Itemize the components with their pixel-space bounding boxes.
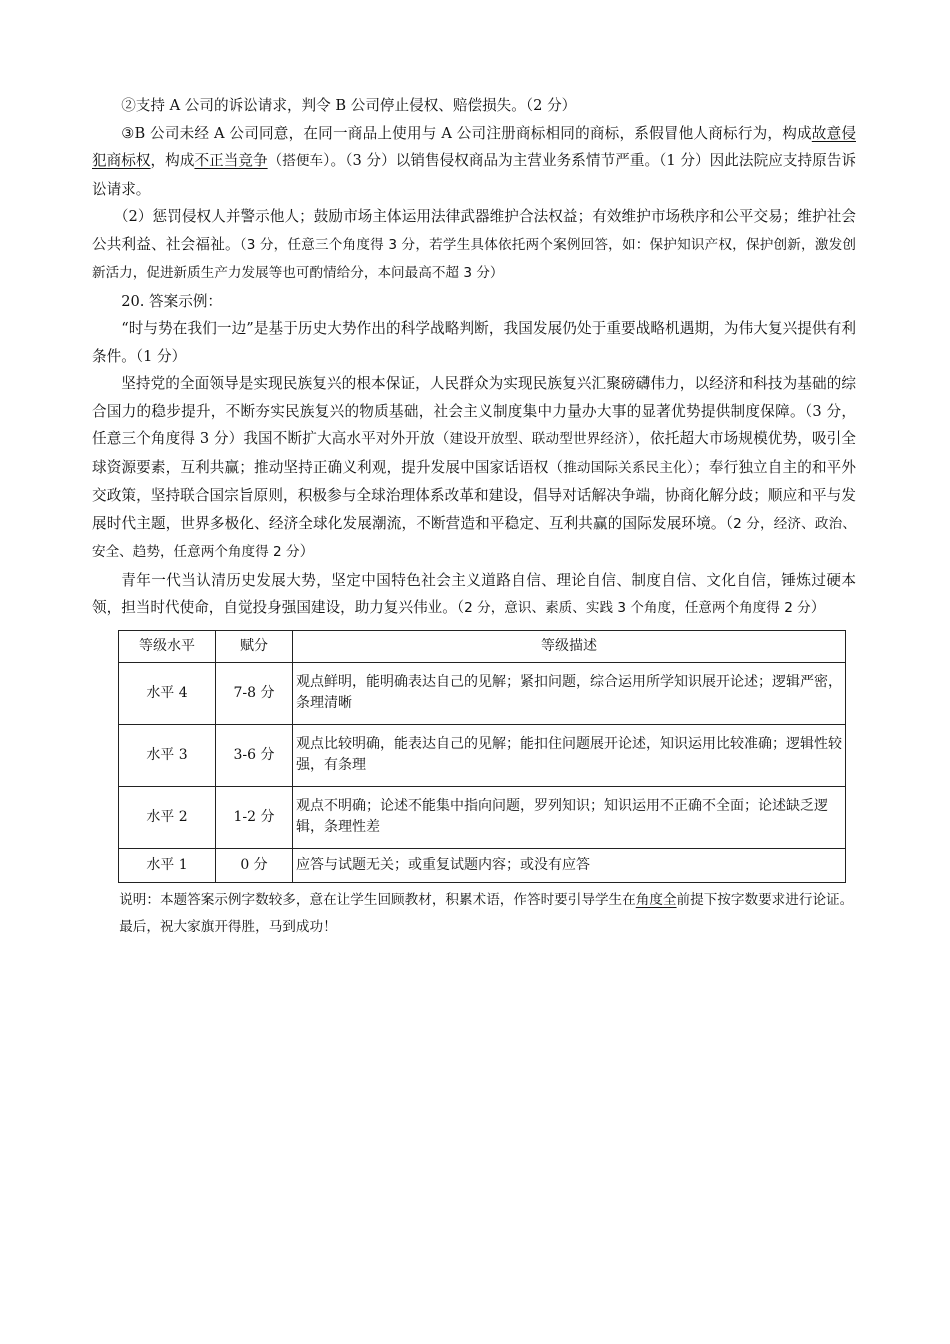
closing-wish: 最后，祝大家旗开得胜，马到成功！: [119, 919, 337, 935]
description-cell: 应答与试题无关；或重复试题内容；或没有应答: [293, 848, 846, 882]
description-cell: 观点不明确；论述不能集中指向问题，罗列知识；知识运用不正确不全面；论述缺乏逻辑，条理性差: [293, 786, 846, 848]
table-row: [119, 848, 846, 882]
q20-note: 说明：本题答案示例字数较多，意在让学生回顾教材，积累术语，作答时要引导学生在角度全前提下按字数要求进行论证。: [119, 891, 854, 908]
q20-heading: 20. 答案示例：: [121, 292, 223, 310]
q20-para1: “时与势在我们一边”是基于历史大势作出的科学战略判断，我国发展仍处于重要战略机遇期，为伟大复兴提供有利条件。（1 分）: [92, 320, 856, 365]
description-cell: 观点鲜明，能明确表达自己的见解；紧扣问题，综合运用所学知识展开论述；逻辑严密，条理清晰: [293, 662, 846, 724]
underlined-term-unfair-competition: 不正当竞争: [194, 152, 268, 169]
grading-table: [118, 630, 846, 883]
q20-para3: 青年一代当认清历史发展大势，坚定中国特色社会主义道路自信、理论自信、制度自信、文化自信，锤炼过硬本领，担当时代使命，自觉投身强国建设，助力复兴伟业。（2 分，意识、素质、实践 3 个角度，任意两个角度得 2 分）: [92, 571, 856, 616]
score-cell: 1-2 分: [216, 786, 293, 848]
score-cell: 3-6 分: [216, 724, 293, 786]
level-cell: 水平 2: [119, 786, 216, 848]
level-cell: 水平 4: [119, 662, 216, 724]
table-row: [119, 786, 846, 848]
underlined-term-intentional: 故意侵犯: [92, 124, 856, 169]
q19-part1-item3: ③B 公司未经 A 公司同意，在同一商品上使用与 A 公司注册商标相同的商标，系假冒他人商标行为，构成故意侵犯商标权，构成不正当竞争（搭便车）。（3 分）以销售侵权商品为主营业务系情节严重。（1 分）因此法院应支持原告诉讼请求。: [92, 124, 856, 198]
grading-table-header: [119, 630, 846, 662]
header-score: 赋分: [216, 630, 293, 662]
scoring-note: （3 分，任意三个角度得 3 分，若学生具体依托两个案例回答，如：保护知识产权，保护创新，激发创新活力，促进新质生产力发展等也可酌情给分，本问最高不超 3 分）: [92, 236, 856, 281]
table-row: [119, 724, 846, 786]
answer-key-page: [92, 92, 856, 942]
underlined-term-trademark-right: 商标权: [106, 152, 151, 169]
header-description: 等级描述: [293, 630, 846, 662]
q19-part1-item2: ②支持 A 公司的诉讼请求，判令 B 公司停止侵权、赔偿损失。（2 分）: [121, 97, 577, 114]
level-cell: 水平 3: [119, 724, 216, 786]
score-cell: 0 分: [216, 848, 293, 882]
header-level: 等级水平: [119, 630, 216, 662]
q20-para2: 坚持党的全面领导是实现民族复兴的根本保证，人民群众为实现民族复兴汇聚磅礴伟力，以经济和科技为基础的综合国力的稳步提升，不断夯实民族复兴的物质基础，社会主义制度集中力量办大事的显著优势提供制度保障。（3 分，任意三个角度得 3 分）我国不断扩大高水平对外开放（建设开放型、联动型世界经济），依托超大市场规模优势，吸引全球资源要素，互利共赢；推动坚持正确义利观，提升发展中国家话语权（推动国际关系民主化）；奉行独立自主的和平外交政策，坚持联合国宗旨原则，积极参与全球治理体系改革和建设，倡导对话解决争端，协商化解分歧；顺应和平与发展时代主题，世界多极化、经济全球化发展潮流，不断营造和平稳定、互利共赢的国际发展环境。（2 分，经济、政治、安全、趋势，任意两个角度得 2 分）: [92, 375, 857, 560]
score-cell: 7-8 分: [216, 662, 293, 724]
description-cell: 观点比较明确，能表达自己的见解；能扣住问题展开论述，知识运用比较准确；逻辑性较强，有条理: [293, 724, 846, 786]
underlined-term-complete-angles: 角度全: [635, 891, 677, 908]
table-row: [119, 662, 846, 724]
q19-part2: （2）惩罚侵权人并警示他人；鼓励市场主体运用法律武器维护合法权益；有效维护市场秩序和公平交易；维护社会公共利益、社会福祉。（3 分，任意三个角度得 3 分，若学生具体依托两个案例回答，如：保护知识产权，保护创新，激发创新活力，促进新质生产力发展等也可酌情给分，本问最高不超 3 分）: [92, 208, 856, 281]
level-cell: 水平 1: [119, 848, 216, 882]
